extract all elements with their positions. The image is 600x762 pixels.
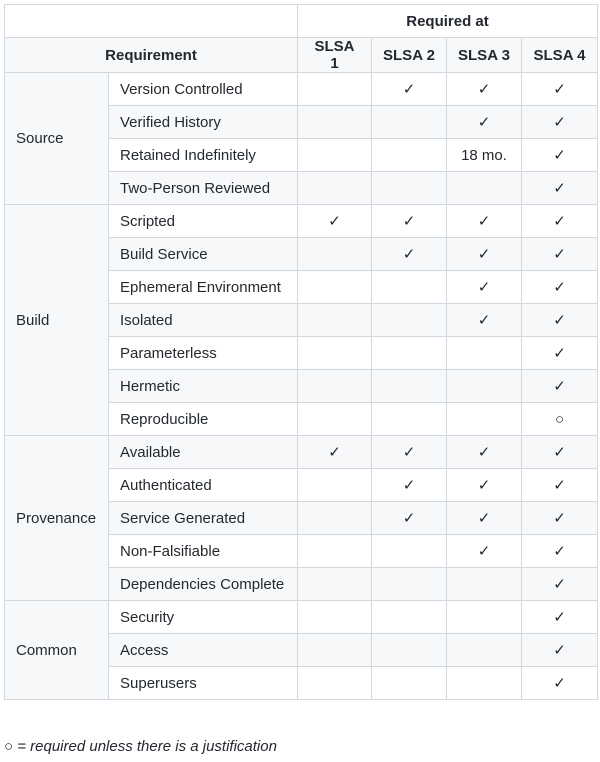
level-header-slsa-2: SLSA 2 <box>372 38 447 73</box>
level-4-cell: ✓ <box>522 304 598 337</box>
level-1-cell: ✓ <box>298 436 372 469</box>
requirement-name: Authenticated <box>109 469 298 502</box>
level-3-cell: ✓ <box>447 304 522 337</box>
level-1-cell <box>298 634 372 667</box>
group-label: Source <box>5 73 109 205</box>
level-3-cell <box>447 337 522 370</box>
requirement-name: Ephemeral Environment <box>109 271 298 304</box>
requirement-name: Dependencies Complete <box>109 568 298 601</box>
requirement-name: Hermetic <box>109 370 298 403</box>
level-2-cell <box>372 667 447 700</box>
level-1-cell <box>298 337 372 370</box>
level-4-cell: ✓ <box>522 436 598 469</box>
level-1-cell <box>298 568 372 601</box>
level-header-slsa-3: SLSA 3 <box>447 38 522 73</box>
requirement-name: Isolated <box>109 304 298 337</box>
required-at-header: Required at <box>298 5 598 38</box>
level-3-cell <box>447 403 522 436</box>
level-2-cell <box>372 172 447 205</box>
footnote: ○ = required unless there is a justification <box>4 738 277 755</box>
level-2-cell <box>372 601 447 634</box>
level-4-cell: ✓ <box>522 634 598 667</box>
level-2-cell <box>372 304 447 337</box>
level-3-cell: ✓ <box>447 469 522 502</box>
group-label: Build <box>5 205 109 436</box>
level-3-cell <box>447 172 522 205</box>
requirement-name: Superusers <box>109 667 298 700</box>
level-1-cell <box>298 370 372 403</box>
header-row-levels <box>5 38 598 73</box>
level-4-cell: ✓ <box>522 370 598 403</box>
level-4-cell: ✓ <box>522 139 598 172</box>
level-3-cell <box>447 568 522 601</box>
level-4-cell: ✓ <box>522 172 598 205</box>
table-row <box>5 601 598 634</box>
requirement-name: Available <box>109 436 298 469</box>
level-2-cell <box>372 634 447 667</box>
level-4-cell: ✓ <box>522 568 598 601</box>
level-2-cell <box>372 271 447 304</box>
level-3-cell <box>447 667 522 700</box>
level-3-cell: 18 mo. <box>447 139 522 172</box>
level-2-cell: ✓ <box>372 502 447 535</box>
level-3-cell: ✓ <box>447 73 522 106</box>
requirement-name: Version Controlled <box>109 73 298 106</box>
table-row <box>5 73 598 106</box>
requirement-name: Access <box>109 634 298 667</box>
level-1-cell <box>298 106 372 139</box>
level-2-cell <box>372 370 447 403</box>
level-3-cell: ✓ <box>447 106 522 139</box>
level-1-cell <box>298 304 372 337</box>
level-3-cell: ✓ <box>447 238 522 271</box>
level-2-cell <box>372 139 447 172</box>
requirements-table <box>4 4 598 700</box>
level-1-cell <box>298 139 372 172</box>
requirement-name: Build Service <box>109 238 298 271</box>
level-4-cell: ✓ <box>522 271 598 304</box>
requirement-name: Reproducible <box>109 403 298 436</box>
level-2-cell <box>372 535 447 568</box>
level-2-cell: ✓ <box>372 73 447 106</box>
level-4-cell: ✓ <box>522 238 598 271</box>
level-2-cell: ✓ <box>372 238 447 271</box>
level-3-cell: ✓ <box>447 205 522 238</box>
level-4-cell: ✓ <box>522 106 598 139</box>
level-3-cell: ✓ <box>447 502 522 535</box>
level-3-cell <box>447 634 522 667</box>
level-3-cell: ✓ <box>447 535 522 568</box>
requirement-name: Two-Person Reviewed <box>109 172 298 205</box>
level-4-cell: ○ <box>522 403 598 436</box>
level-3-cell: ✓ <box>447 436 522 469</box>
group-label: Common <box>5 601 109 700</box>
header-row-top <box>5 5 598 38</box>
level-1-cell <box>298 502 372 535</box>
level-1-cell: ✓ <box>298 205 372 238</box>
requirement-name: Parameterless <box>109 337 298 370</box>
level-1-cell <box>298 238 372 271</box>
level-2-cell: ✓ <box>372 205 447 238</box>
table-row <box>5 436 598 469</box>
level-1-cell <box>298 73 372 106</box>
level-4-cell: ✓ <box>522 73 598 106</box>
level-1-cell <box>298 403 372 436</box>
group-label: Provenance <box>5 436 109 601</box>
level-header-slsa-4: SLSA 4 <box>522 38 598 73</box>
level-1-cell <box>298 271 372 304</box>
table-body <box>5 73 598 700</box>
level-header-slsa-1: SLSA 1 <box>298 38 372 73</box>
requirement-name: Scripted <box>109 205 298 238</box>
level-4-cell: ✓ <box>522 601 598 634</box>
requirement-name: Service Generated <box>109 502 298 535</box>
requirement-name: Verified History <box>109 106 298 139</box>
requirement-name: Security <box>109 601 298 634</box>
level-2-cell: ✓ <box>372 469 447 502</box>
level-2-cell <box>372 568 447 601</box>
requirement-name: Retained Indefinitely <box>109 139 298 172</box>
level-1-cell <box>298 172 372 205</box>
header-empty-cell <box>5 5 298 38</box>
level-1-cell <box>298 667 372 700</box>
level-3-cell <box>447 601 522 634</box>
level-4-cell: ✓ <box>522 667 598 700</box>
level-4-cell: ✓ <box>522 535 598 568</box>
level-4-cell: ✓ <box>522 337 598 370</box>
table-row <box>5 205 598 238</box>
level-4-cell: ✓ <box>522 469 598 502</box>
requirement-header: Requirement <box>5 38 298 73</box>
level-1-cell <box>298 601 372 634</box>
level-2-cell <box>372 106 447 139</box>
level-3-cell <box>447 370 522 403</box>
level-2-cell: ✓ <box>372 436 447 469</box>
level-3-cell: ✓ <box>447 271 522 304</box>
level-4-cell: ✓ <box>522 205 598 238</box>
level-2-cell <box>372 337 447 370</box>
requirement-name: Non-Falsifiable <box>109 535 298 568</box>
level-1-cell <box>298 469 372 502</box>
level-1-cell <box>298 535 372 568</box>
level-2-cell <box>372 403 447 436</box>
level-4-cell: ✓ <box>522 502 598 535</box>
